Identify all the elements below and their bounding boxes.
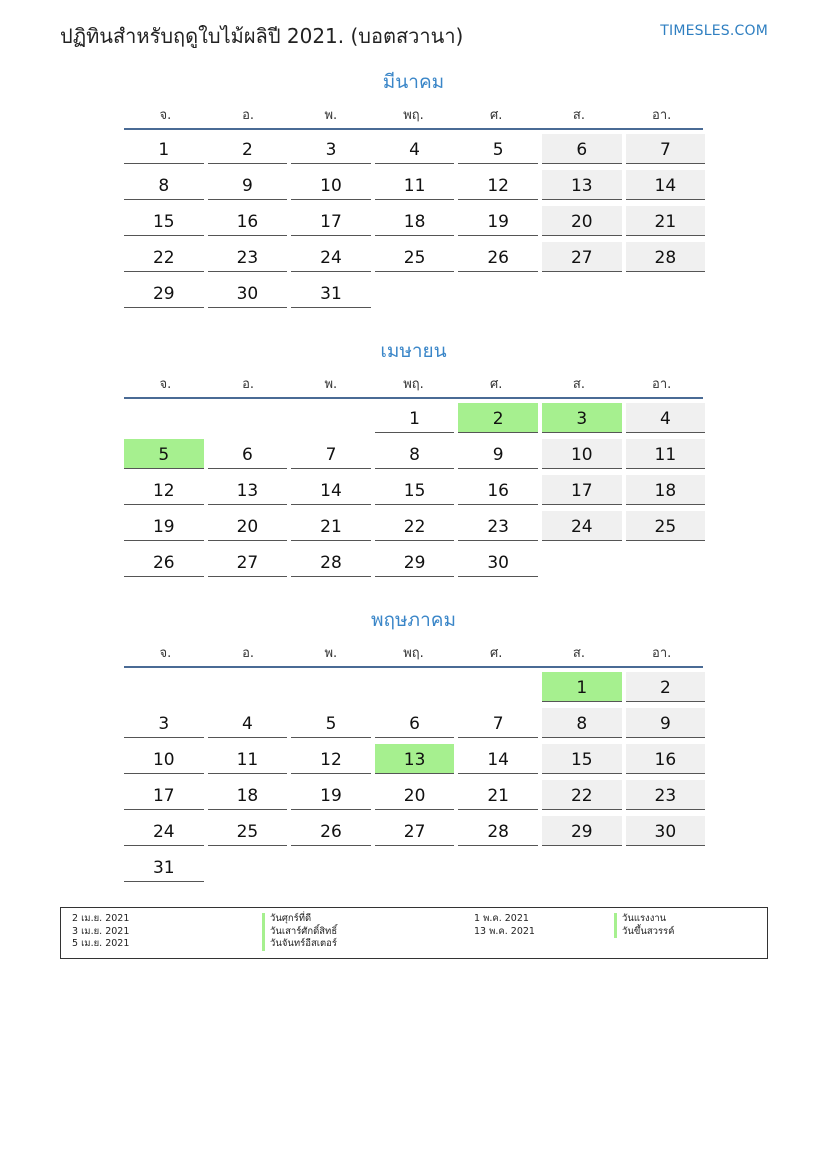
weekday-label: อา. (652, 108, 672, 123)
day-grid (124, 134, 703, 314)
legend-holiday-name: วันแรงงาน (614, 913, 675, 926)
legend-date: 2 เม.ย. 2021 (72, 913, 130, 924)
holiday-legend (60, 907, 768, 959)
day-cell[interactable]: 2 (208, 134, 288, 164)
day-cell[interactable]: 14 (458, 744, 538, 774)
day-cell[interactable]: 12 (291, 744, 371, 774)
weekday-label: อ. (242, 377, 255, 392)
weekday-label: ศ. (490, 108, 503, 123)
day-grid (124, 672, 703, 888)
day-cell[interactable]: 9 (208, 170, 288, 200)
day-cell[interactable]: 18 (208, 780, 288, 810)
day-cell[interactable]: 23 (208, 242, 288, 272)
legend-date: 13 พ.ค. 2021 (474, 925, 535, 937)
day-cell[interactable]: 22 (124, 242, 204, 272)
day-cell[interactable]: 29 (375, 547, 455, 577)
day-cell[interactable]: 5 (291, 708, 371, 738)
day-cell[interactable]: 21 (458, 780, 538, 810)
weekday-label: อา. (652, 646, 672, 661)
day-cell[interactable]: 6 (208, 439, 288, 469)
day-cell[interactable]: 16 (208, 206, 288, 236)
day-cell[interactable]: 23 (458, 511, 538, 541)
day-cell[interactable]: 5 (458, 134, 538, 164)
empty-cell (291, 403, 371, 433)
day-cell[interactable]: 30 (208, 278, 288, 308)
weekday-label: ศ. (490, 646, 503, 661)
weekday-label: พฤ. (403, 108, 424, 123)
day-cell[interactable]: 17 (291, 206, 371, 236)
day-cell[interactable]: 23 (626, 780, 706, 810)
empty-cell (208, 403, 288, 433)
day-cell[interactable]: 8 (542, 708, 622, 738)
day-cell[interactable]: 13 (208, 475, 288, 505)
month-block (124, 70, 703, 314)
day-cell[interactable]: 26 (124, 547, 204, 577)
day-cell[interactable]: 22 (375, 511, 455, 541)
month-block (124, 608, 703, 888)
header-rule (124, 397, 703, 399)
month-block (124, 339, 703, 583)
page-title: ปฏิทินสำหรับฤดูใบไม้ผลิปี 2021. (บอตสวานา) (60, 24, 464, 48)
day-cell[interactable]: 31 (291, 278, 371, 308)
weekday-label: จ. (159, 377, 172, 392)
weekday-label: ศ. (490, 377, 503, 392)
legend-holiday-name: วันเสาร์ศักดิ์สิทธิ์ (262, 926, 337, 939)
weekday-label: อา. (652, 377, 672, 392)
day-cell[interactable]: 7 (458, 708, 538, 738)
day-cell[interactable]: 10 (542, 439, 622, 469)
header-rule (124, 128, 703, 130)
day-cell[interactable]: 4 (375, 134, 455, 164)
day-cell[interactable]: 26 (291, 816, 371, 846)
weekday-label: พ. (324, 646, 338, 661)
weekday-label: พฤ. (403, 646, 424, 661)
day-cell[interactable]: 27 (375, 816, 455, 846)
empty-cell (124, 403, 204, 433)
day-cell[interactable]: 9 (626, 708, 706, 738)
month-title: พฤษภาคม (371, 609, 456, 631)
day-cell[interactable]: 21 (626, 206, 706, 236)
day-cell[interactable]: 13 (542, 170, 622, 200)
month-title: มีนาคม (382, 71, 445, 93)
day-grid (124, 403, 703, 583)
day-cell[interactable]: 20 (542, 206, 622, 236)
day-cell[interactable]: 16 (458, 475, 538, 505)
legend-date: 1 พ.ค. 2021 (474, 913, 529, 924)
weekday-label: พ. (324, 377, 338, 392)
day-cell[interactable]: 27 (208, 547, 288, 577)
legend-left-names (262, 913, 337, 951)
day-cell[interactable]: 29 (542, 816, 622, 846)
weekday-label: อ. (242, 108, 255, 123)
day-cell[interactable]: 25 (375, 242, 455, 272)
day-cell[interactable]: 30 (458, 547, 538, 577)
day-cell[interactable]: 21 (291, 511, 371, 541)
day-cell[interactable]: 7 (291, 439, 371, 469)
page-header (60, 18, 768, 48)
holiday-day-cell[interactable]: 3 (542, 403, 622, 433)
empty-cell (208, 672, 288, 702)
day-cell[interactable]: 17 (542, 475, 622, 505)
day-cell[interactable]: 19 (291, 780, 371, 810)
day-cell[interactable]: 30 (626, 816, 706, 846)
day-cell[interactable]: 18 (375, 206, 455, 236)
day-cell[interactable]: 15 (542, 744, 622, 774)
day-cell[interactable]: 31 (124, 852, 204, 882)
day-cell[interactable]: 24 (124, 816, 204, 846)
weekday-label: พ. (324, 108, 338, 123)
weekday-label: พฤ. (403, 377, 424, 392)
day-cell[interactable]: 7 (626, 134, 706, 164)
day-cell[interactable]: 26 (458, 242, 538, 272)
legend-holiday-name: วันศุกร์ที่ดี (262, 913, 337, 926)
day-cell[interactable]: 1 (124, 134, 204, 164)
day-cell[interactable]: 19 (124, 511, 204, 541)
day-cell[interactable]: 18 (626, 475, 706, 505)
day-cell[interactable]: 14 (626, 170, 706, 200)
weekday-label: ส. (572, 646, 585, 661)
day-cell[interactable]: 2 (626, 672, 706, 702)
day-cell[interactable]: 3 (291, 134, 371, 164)
holiday-day-cell[interactable]: 2 (458, 403, 538, 433)
weekday-header (124, 104, 703, 128)
day-cell[interactable]: 11 (626, 439, 706, 469)
empty-cell (375, 672, 455, 702)
day-cell[interactable]: 9 (458, 439, 538, 469)
legend-left-dates (72, 913, 129, 951)
day-cell[interactable]: 15 (124, 206, 204, 236)
weekday-label: จ. (159, 646, 172, 661)
day-cell[interactable]: 24 (542, 511, 622, 541)
day-cell[interactable]: 10 (124, 744, 204, 774)
legend-holiday-name: วันจันทร์อีสเตอร์ (262, 938, 337, 951)
empty-cell (458, 672, 538, 702)
day-cell[interactable]: 4 (626, 403, 706, 433)
day-cell[interactable]: 3 (124, 708, 204, 738)
legend-holiday-name: วันขึ้นสวรรค์ (614, 926, 675, 939)
legend-right-dates (474, 913, 535, 938)
day-cell[interactable]: 24 (291, 242, 371, 272)
day-cell[interactable]: 11 (375, 170, 455, 200)
day-cell[interactable]: 14 (291, 475, 371, 505)
weekday-label: จ. (159, 108, 172, 123)
day-cell[interactable]: 10 (291, 170, 371, 200)
day-cell[interactable]: 1 (375, 403, 455, 433)
day-cell[interactable]: 25 (208, 816, 288, 846)
day-cell[interactable]: 15 (375, 475, 455, 505)
day-cell[interactable]: 12 (124, 475, 204, 505)
month-title: เมษายน (380, 340, 447, 362)
day-cell[interactable]: 28 (626, 242, 706, 272)
day-cell[interactable]: 22 (542, 780, 622, 810)
holiday-day-cell[interactable]: 5 (124, 439, 204, 469)
day-cell[interactable]: 17 (124, 780, 204, 810)
legend-right-names (614, 913, 675, 938)
day-cell[interactable]: 27 (542, 242, 622, 272)
day-cell[interactable]: 8 (375, 439, 455, 469)
day-cell[interactable]: 12 (458, 170, 538, 200)
empty-cell (124, 672, 204, 702)
legend-date: 3 เม.ย. 2021 (72, 925, 130, 937)
day-cell[interactable]: 20 (208, 511, 288, 541)
day-cell[interactable]: 28 (458, 816, 538, 846)
brand-link[interactable]: TIMESLES.COM (660, 23, 768, 39)
day-cell[interactable]: 20 (375, 780, 455, 810)
weekday-label: ส. (572, 108, 585, 123)
day-cell[interactable]: 16 (626, 744, 706, 774)
day-cell[interactable]: 29 (124, 278, 204, 308)
day-cell[interactable]: 19 (458, 206, 538, 236)
day-cell[interactable]: 11 (208, 744, 288, 774)
empty-cell (291, 672, 371, 702)
holiday-day-cell[interactable]: 1 (542, 672, 622, 702)
legend-date: 5 เม.ย. 2021 (72, 938, 130, 949)
day-cell[interactable]: 8 (124, 170, 204, 200)
day-cell[interactable]: 25 (626, 511, 706, 541)
weekday-header (124, 373, 703, 397)
day-cell[interactable]: 4 (208, 708, 288, 738)
day-cell[interactable]: 6 (542, 134, 622, 164)
day-cell[interactable]: 6 (375, 708, 455, 738)
weekday-header (124, 642, 703, 666)
holiday-day-cell[interactable]: 13 (375, 744, 455, 774)
weekday-label: อ. (242, 646, 255, 661)
weekday-label: ส. (572, 377, 585, 392)
header-rule (124, 666, 703, 668)
day-cell[interactable]: 28 (291, 547, 371, 577)
